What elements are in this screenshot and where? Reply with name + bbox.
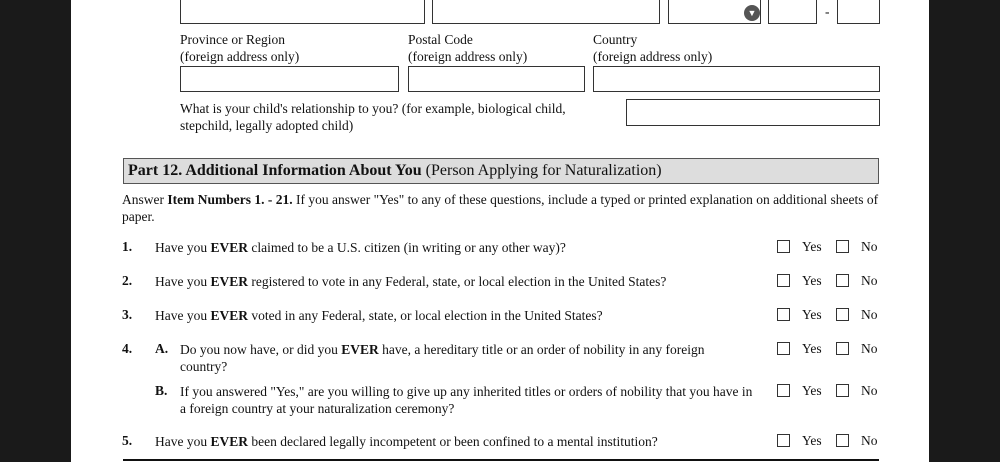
question-number: 1. bbox=[122, 239, 133, 254]
question-4b-yes-checkbox[interactable] bbox=[777, 384, 790, 397]
zip-code-field[interactable] bbox=[768, 0, 817, 24]
question-1-yes-checkbox[interactable] bbox=[777, 240, 790, 253]
no-label: No bbox=[861, 383, 878, 398]
question-4a-no-checkbox[interactable] bbox=[836, 342, 849, 355]
relationship-field[interactable] bbox=[626, 99, 880, 126]
question-3-no-checkbox[interactable] bbox=[836, 308, 849, 321]
yes-label: Yes bbox=[802, 383, 822, 398]
no-label: No bbox=[861, 433, 878, 448]
province-label: Province or Region (foreign address only) bbox=[180, 32, 300, 64]
question-5-no-checkbox[interactable] bbox=[836, 434, 849, 447]
intro-post: If you answer "Yes" to any of these questions, include a typed or printed explanation on additional sheets of paper. bbox=[122, 192, 879, 224]
question-5-text: Have you EVER been declared legally incompetent or been confined to a mental institution? bbox=[155, 434, 658, 449]
question-number: 3. bbox=[122, 307, 133, 322]
question-2-yes-checkbox[interactable] bbox=[777, 274, 790, 287]
zip-dash: - bbox=[825, 4, 830, 19]
no-label: No bbox=[861, 307, 878, 322]
question-sub-letter: B. bbox=[155, 383, 168, 398]
question-2-text: Have you EVER registered to vote in any Federal, state, or local election in the United States? bbox=[155, 274, 667, 289]
question-4a-yes-checkbox[interactable] bbox=[777, 342, 790, 355]
zip-plus4-field[interactable] bbox=[837, 0, 880, 24]
question-number: 4. bbox=[122, 341, 133, 356]
yes-label: Yes bbox=[802, 273, 822, 288]
question-2-no-checkbox[interactable] bbox=[836, 274, 849, 287]
no-label: No bbox=[861, 239, 878, 254]
chevron-down-icon[interactable]: ▼ bbox=[744, 5, 760, 21]
postal-code-field[interactable] bbox=[408, 66, 585, 92]
relationship-question: What is your child's relationship to you? (for example, biological child, stepchild, legally adopted child) bbox=[180, 101, 566, 133]
postal-code-label: Postal Code (foreign address only) bbox=[408, 32, 528, 64]
intro-pre: Answer bbox=[122, 192, 168, 207]
question-4b-no-checkbox[interactable] bbox=[836, 384, 849, 397]
instructions bbox=[122, 191, 892, 225]
address-field[interactable] bbox=[432, 0, 660, 24]
yes-label: Yes bbox=[802, 307, 822, 322]
part-12-header bbox=[123, 158, 879, 184]
province-field[interactable] bbox=[180, 66, 399, 92]
section-divider bbox=[123, 459, 879, 461]
part-subtitle: (Person Applying for Naturalization) bbox=[421, 162, 662, 179]
question-number: 5. bbox=[122, 433, 133, 448]
country-label: Country (foreign address only) bbox=[593, 32, 713, 64]
yes-label: Yes bbox=[802, 433, 822, 448]
question-4a-text: Do you now have, or did you EVER have, a hereditary title or an order of nobility in any foreign country? bbox=[180, 342, 705, 374]
question-number: 2. bbox=[122, 273, 133, 288]
no-label: No bbox=[861, 341, 878, 356]
part-title: Part 12. Additional Information About You bbox=[128, 162, 422, 179]
question-4b-text: If you answered "Yes," are you willing to give up any inherited titles or orders of nobility that you have in a foreign country at your naturalization ceremony? bbox=[180, 384, 753, 416]
country-field[interactable] bbox=[593, 66, 880, 92]
city-field[interactable] bbox=[180, 0, 425, 24]
question-3-yes-checkbox[interactable] bbox=[777, 308, 790, 321]
question-5-yes-checkbox[interactable] bbox=[777, 434, 790, 447]
question-1-no-checkbox[interactable] bbox=[836, 240, 849, 253]
question-1-text: Have you EVER claimed to be a U.S. citizen (in writing or any other way)? bbox=[155, 240, 566, 255]
yes-label: Yes bbox=[802, 239, 822, 254]
form-page bbox=[71, 0, 929, 462]
intro-bold: Item Numbers 1. - 21. bbox=[167, 192, 293, 207]
yes-label: Yes bbox=[802, 341, 822, 356]
no-label: No bbox=[861, 273, 878, 288]
question-sub-letter: A. bbox=[155, 341, 169, 356]
question-3-text: Have you EVER voted in any Federal, state, or local election in the United States? bbox=[155, 308, 603, 323]
